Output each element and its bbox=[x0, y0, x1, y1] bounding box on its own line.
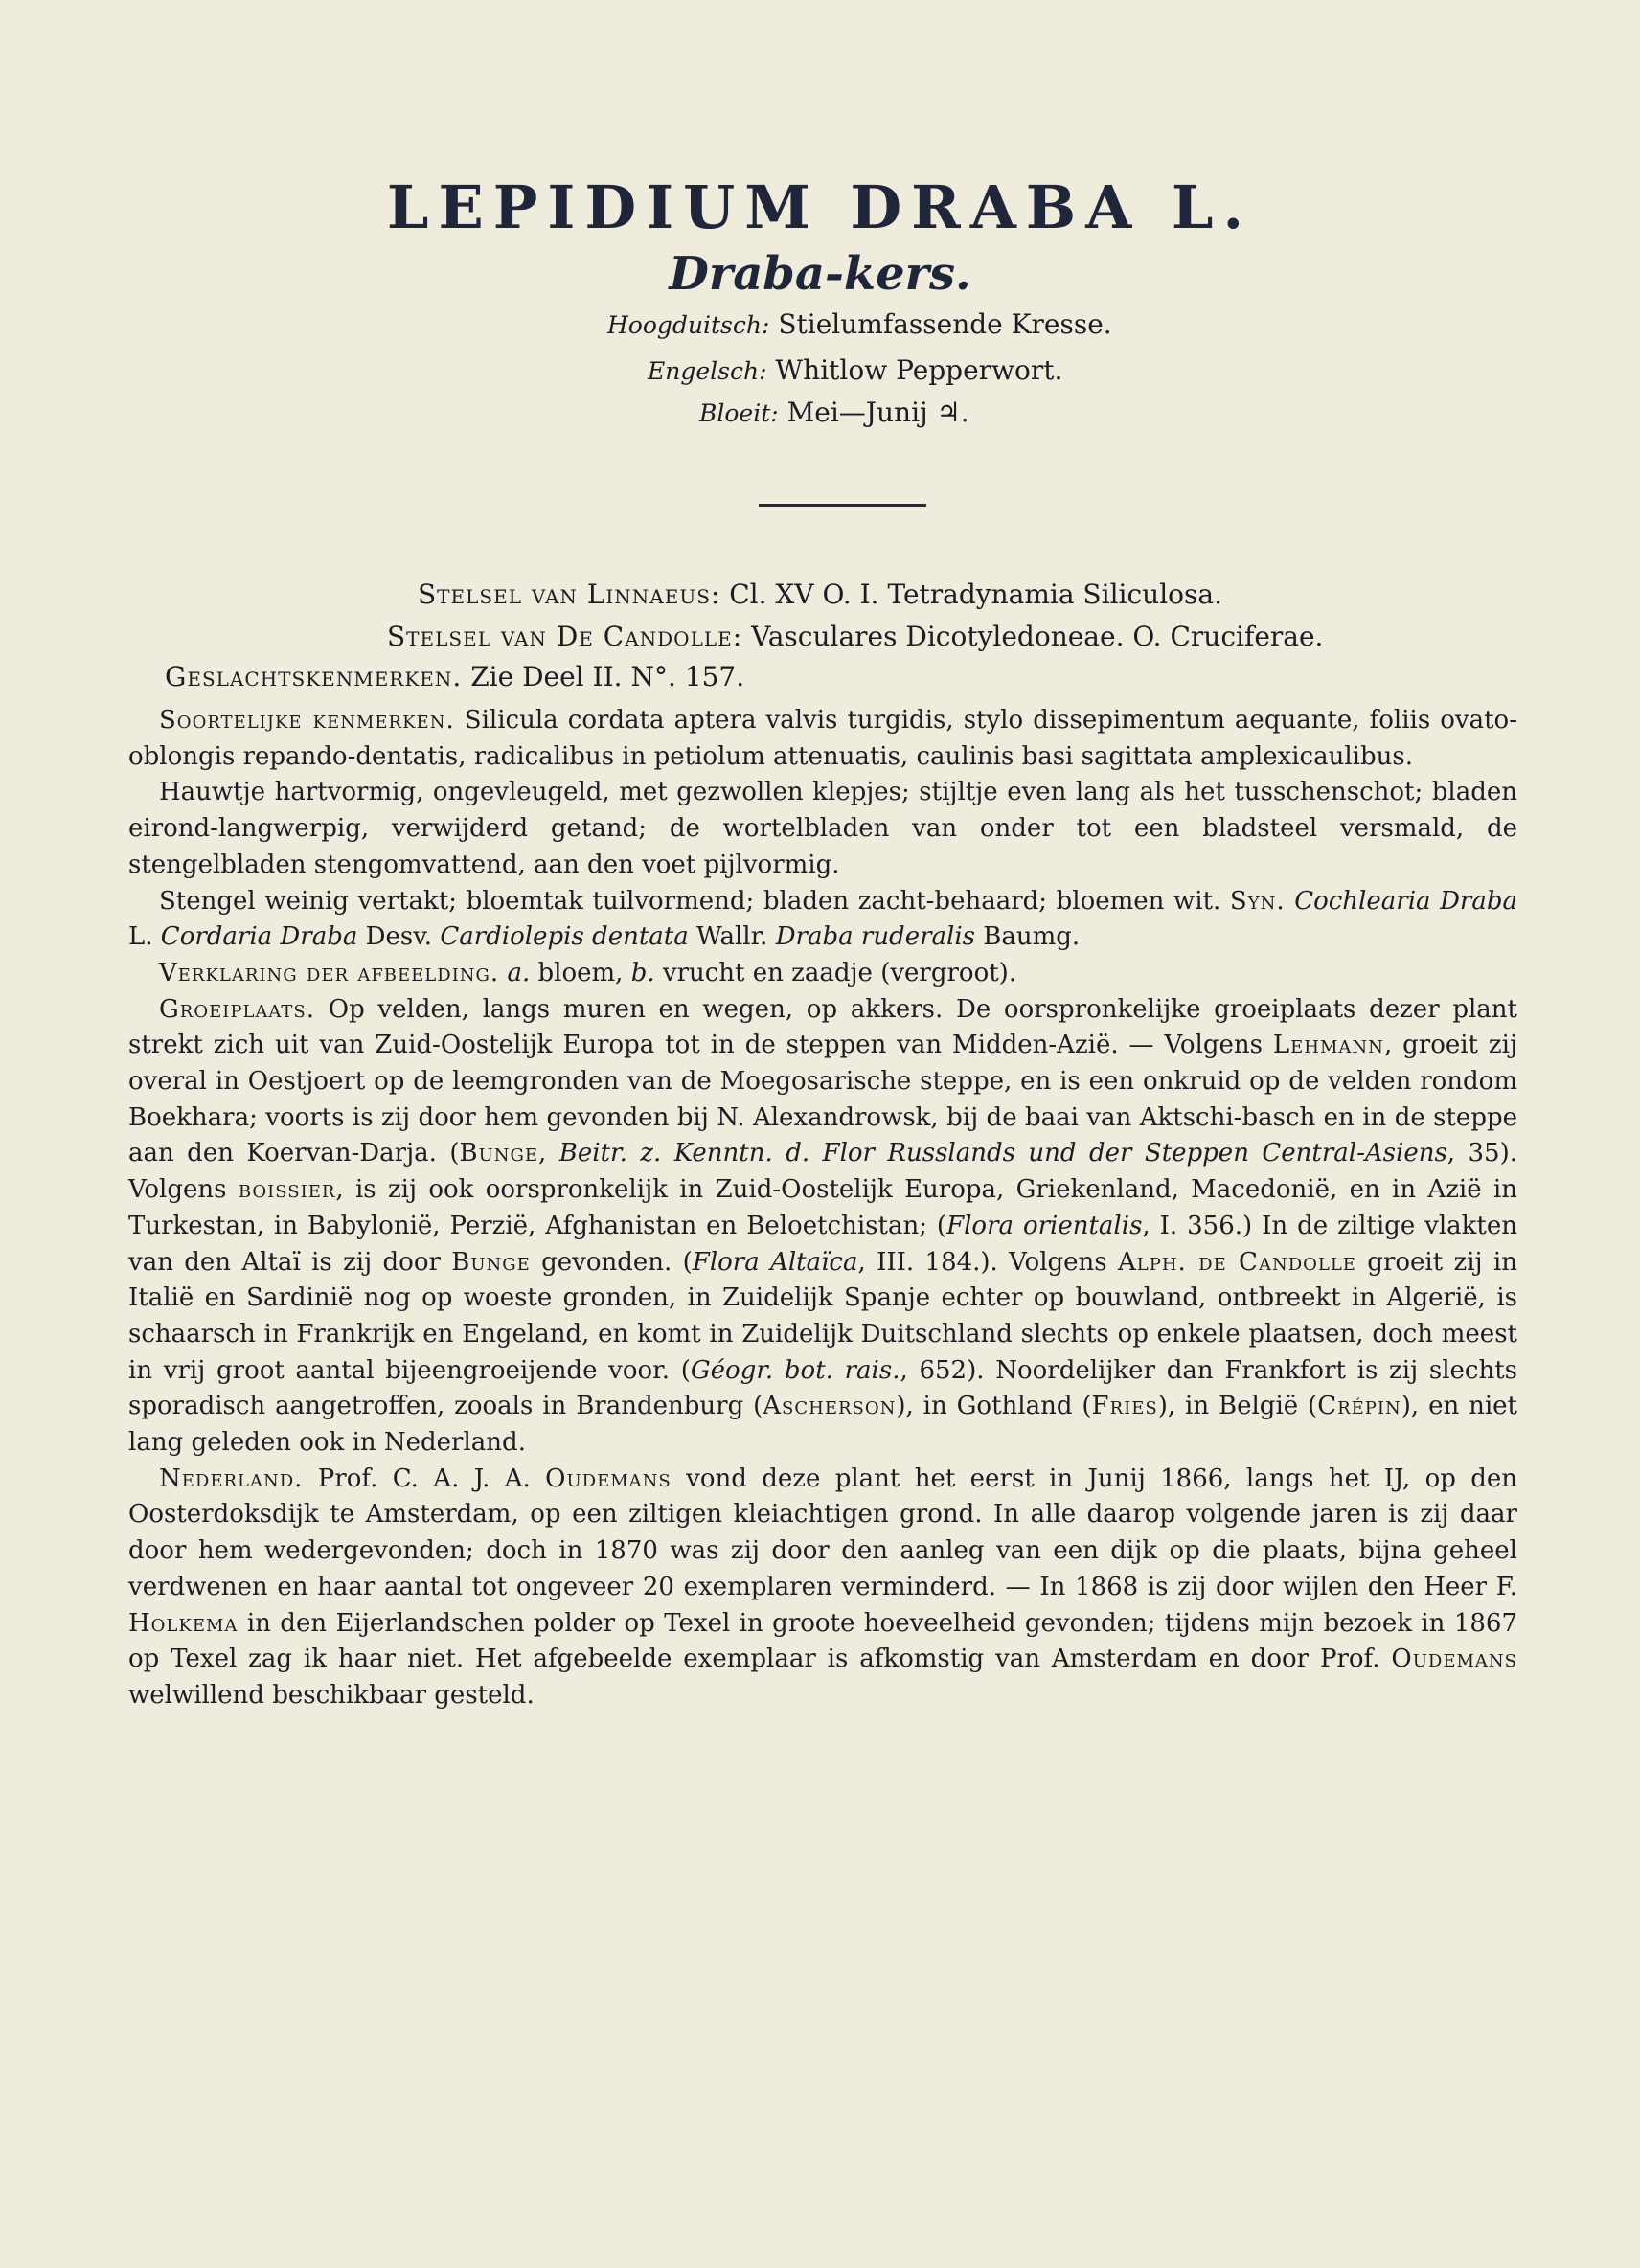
paragraph-stem: Stengel weinig vertakt; bloemtak tuilvormend; bladen zacht-behaard; bloemen wit. Syn. Cochlearia Draba L. Cordaria Draba Desv. Cardiolepis dentata Wallr. Draba ruderalis Baumg. bbox=[128, 886, 1518, 952]
name-value: Whitlow Pepperwort. bbox=[775, 354, 1063, 386]
linnaeus-system: Stelsel van Linnaeus: Cl. XV O. I. Tetradynamia Siliculosa. bbox=[418, 578, 1222, 610]
genus-characters: Geslachtskenmerken. Zie Deel II. N°. 157. bbox=[165, 661, 745, 692]
paragraph-netherlands: Nederland. Prof. C. A. J. A. Oudemans vond deze plant het eerst in Junij 1866, langs het IJ, op den Oosterdoksdijk te Amsterdam, op een ziltigen kleiachtigen grond. In alle daarop volgende jaren is zij daar door hem wedergevonden; doch in 1870 was zij door den aanleg van een dijk op die plaats, bijna geheel verdwenen en haar aantal tot ongeveer 20 exemplaren verminderd. — In 1868 is zij door wijlen den Heer F. Holkema in den Eijerlandschen polder op Texel in groote hoeveelheid gevonden; tijdens mijn bezoek in 1867 op Texel zag ik haar niet. Het afgebeelde exemplaar is afkomstig van Amsterdam en door Prof. Oudemans welwillend beschikbaar gesteld. bbox=[128, 1463, 1518, 1710]
name-line-flowering bbox=[699, 397, 969, 428]
name-line-german bbox=[607, 308, 1112, 340]
divider-rule bbox=[759, 504, 926, 507]
page-subtitle: Draba-kers. bbox=[669, 247, 971, 301]
paragraph-figure-explanation: Verklaring der afbeelding. a. bloem, b. vrucht en zaadje (vergroot). bbox=[159, 958, 1017, 987]
name-line-english bbox=[648, 354, 1062, 386]
paragraph-habitat: Groeiplaats. Op velden, langs muren en wegen, op akkers. De oorspronkelijke groeiplaats dezer plant strekt zich uit van Zuid-Oostelijk Europa tot in de steppen van Midden-Azië. — Volgens Lehmann, groeit zij overal in Oestjoert op de leemgronden van de Moegosarische steppe, en is een onkruid op de velden rondom Boekhara; voorts is zij door hem gevonden bij N. Alexandrowsk, bij de baai van Aktschi-basch en in de steppe aan den Koervan-Darja. (Bunge, Beitr. z. Kenntn. d. Flor Russlands und der Steppen Central-Asiens, 35). Volgens boissier, is zij ook oorspronkelijk in Zuid-Oostelijk Europa, Griekenland, Macedonië, en in Azië in Turkestan, in Babylonië, Perzië, Afghanistan en Beloetchistan; (Flora orientalis, I. 356.) In de ziltige vlakten van den Altaï is zij door Bunge gevonden. (Flora Altaïca, III. 184.). Volgens Alph. de Candolle groeit zij in Italië en Sardinië nog op woeste gronden, in Zuidelijk Spanje echter op bouwland, ontbreekt in Algerië, is schaarsch in Frankrijk en Engeland, en komt in Zuidelijk Duitschland slechts op enkele plaatsen, doch meest in vrij groot aantal bijeengroeijende voor. (Géogr. bot. rais., 652). Noordelijker dan Frankfort is zij slechts sporadisch aangetroffen, zooals in Brandenburg (Ascherson), in Gothland (Fries), in België (Crépin), en niet lang geleden ook in Nederland. bbox=[128, 994, 1518, 1458]
name-label: Bloeit: bbox=[699, 399, 779, 427]
name-label: Hoogduitsch: bbox=[607, 311, 770, 339]
name-value: Mei—Junij ♃. bbox=[786, 397, 969, 428]
candolle-system: Stelsel van De Candolle: Vasculares Dicotyledoneae. O. Cruciferae. bbox=[387, 621, 1324, 652]
name-label: Engelsch: bbox=[648, 357, 767, 385]
paragraph-description: Hauwtje hartvormig, ongevleugeld, met gezwollen klepjes; stijltje even lang als het tusschenschot; bladen eirond-langwerpig, verwijderd getand; de wortelbladen van onder tot een bladsteel versmald, de stengelbladen stengomvattend, aan den voet pijlvormig. bbox=[128, 778, 1517, 879]
paragraph-species: Soortelijke kenmerken. Silicula cordata aptera valvis turgidis, stylo dissepimentum aequante, foliis ovato-oblongis repando-dentatis, radicalibus in petiolum attenuatis, caulinis basi sagittata amplexicaulibus. bbox=[128, 706, 1517, 771]
page-title: LEPIDIUM DRABA L. bbox=[386, 172, 1254, 242]
body-text bbox=[128, 703, 1517, 1714]
name-value: Stielumfassende Kresse. bbox=[778, 308, 1112, 340]
